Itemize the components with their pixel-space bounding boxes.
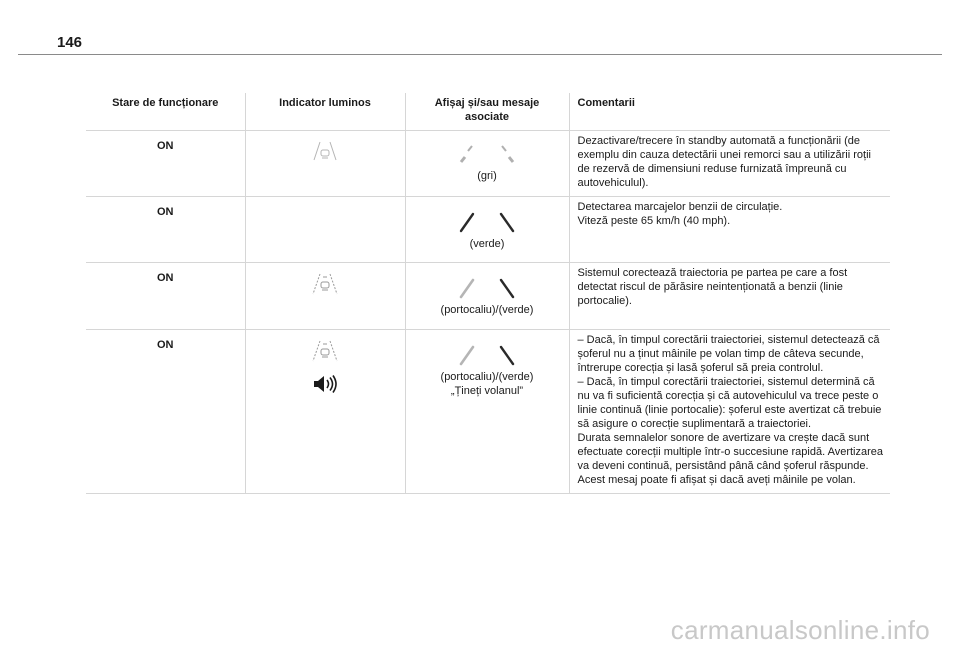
header-state: Stare de funcționare [86, 93, 245, 131]
display-caption: (portocaliu)/(verde) [440, 371, 534, 383]
speaker-icon [310, 374, 340, 394]
comment-cell [569, 330, 890, 494]
comment-cell [569, 197, 890, 263]
table-row [86, 330, 890, 494]
watermark: carmanualsonline.info [670, 615, 930, 645]
header-rule [18, 54, 942, 55]
display-message: „Țineți volanul” [450, 385, 524, 397]
page-number: 146 [57, 34, 83, 51]
header-display: Afișaj și/sau mesaje asociate [405, 93, 569, 131]
display-caption: (portocaliu)/(verde) [440, 304, 534, 316]
state-cell: ON [86, 197, 245, 263]
comment-line: Durata semnalelor sonore de avertizare va crește dacă sunt efectuate corecții multiple într-o succesiune rapidă. Avertizarea va deveni continuă, persistând până când șoferul răspunde. [577, 432, 884, 472]
lane-markings-orange-green-icon [458, 273, 516, 303]
comment-line: – Dacă, în timpul corectării traiectoriei, sistemul detectează că șoferul nu a ținut mâinile pe volan timp de câteva secunde, întrerupe corecția și lasă șoferul să preia controlul. [577, 334, 880, 374]
header-comments: Comentarii [569, 93, 890, 131]
table-row [86, 197, 890, 263]
lane-markings-green-icon [458, 207, 516, 237]
lane-markings-grey-icon [458, 139, 516, 169]
state-cell: ON [86, 263, 245, 330]
header-indicator: Indicator luminos [245, 93, 405, 131]
comment-cell: Sistemul corectează traiectoria pe partea pe care a fost detectat riscul de părăsire neintenționată a benzii (linie portocalie). [569, 263, 890, 330]
table-header-row [86, 93, 890, 131]
display-caption: (gri) [477, 170, 497, 182]
comment-line: Viteză peste 65 km/h (40 mph). [577, 215, 731, 227]
table-row [86, 131, 890, 197]
status-table [86, 93, 890, 494]
lane-assist-orange-icon [310, 271, 340, 297]
comment-line: Acest mesaj poate fi afișat și dacă aveți mâinile pe volan. [577, 474, 856, 486]
lane-assist-grey-icon [311, 139, 339, 163]
comment-line: – Dacă, în timpul corectării traiectoriei, sistemul determină că nu va fi suficientă corecția și că autovehiculul va trece peste o linie continuă (linie portocalie): șoferul este avertizat că trebuie să asigure o corecție suplimentară a traiectoriei. [577, 376, 882, 430]
comment-cell: Dezactivare/trecere în standby automată a funcționării (de exemplu din cauza detectării unei remorci sau a utilizării roții de rezervă de dimensiuni reduse furnizată împreună cu autovehiculul). [569, 131, 890, 197]
lane-markings-orange-green-icon [458, 340, 516, 370]
state-cell: ON [86, 330, 245, 494]
display-caption: (verde) [469, 238, 505, 250]
lane-assist-orange-icon [310, 338, 340, 364]
table-row [86, 263, 890, 330]
state-cell: ON [86, 131, 245, 197]
comment-line: Detectarea marcajelor benzii de circulație. [577, 201, 783, 213]
indicator-cell-empty [245, 197, 405, 263]
